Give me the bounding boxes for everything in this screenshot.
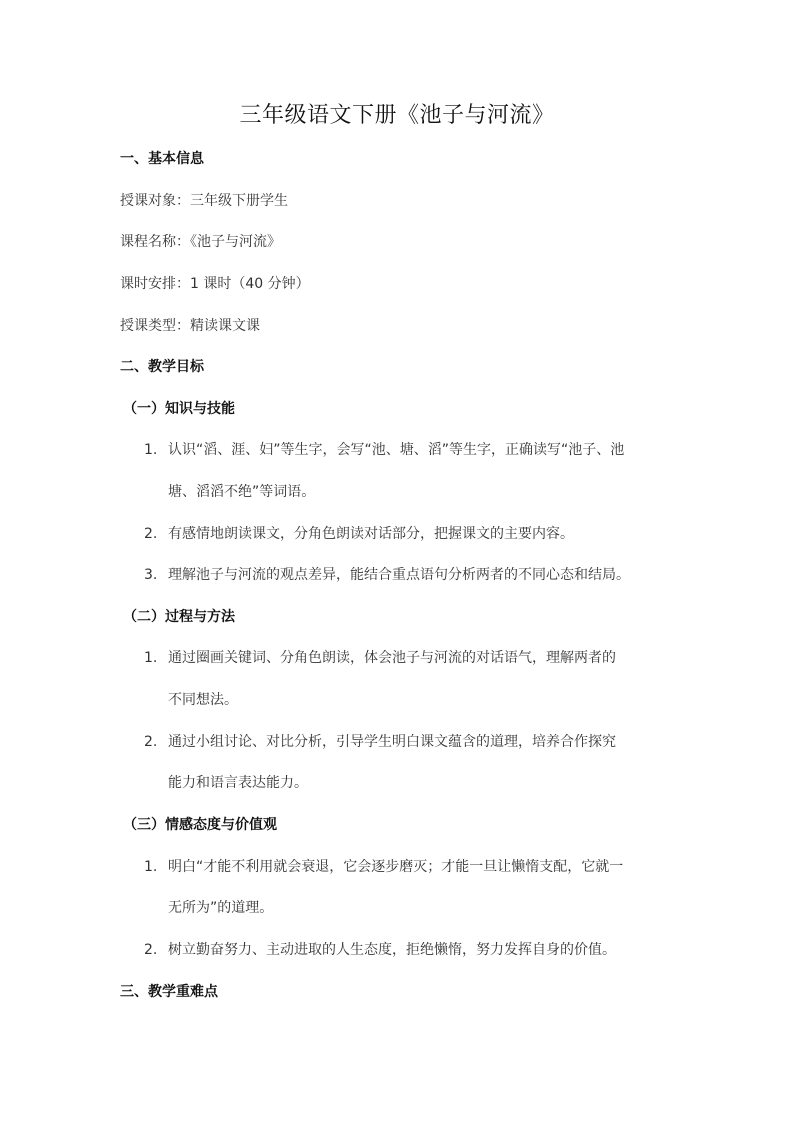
list-item-continuation: 能力和语言表达能力。 [168, 775, 308, 791]
list-text: 树立勤奋努力、主动进取的人生态度，拒绝懒惰，努力发挥自身的价值。 [168, 942, 616, 958]
field-value: 《池子与河流》 [190, 234, 281, 250]
list-text: 明白“才能不利用就会衰退，它会逐步磨灭；才能一旦让懒惰支配，它就一 [168, 859, 624, 875]
list-number: 2. [144, 942, 158, 958]
list-item-continuation: 无所为”的道理。 [168, 900, 274, 916]
section-heading-objectives: 二、教学目标 [120, 359, 204, 375]
list-text: 认识“滔、涯、妇”等生字，会写“池、塘、滔”等生字，正确读写“池子、池 [168, 442, 625, 458]
subsection-heading-knowledge: （一）知识与技能 [123, 401, 235, 417]
subsection-heading-process: （二）过程与方法 [123, 609, 235, 625]
field-value: 精读课文课 [190, 318, 260, 334]
list-text: 有感情地朗读课文，分角色朗读对话部分，把握课文的主要内容。 [168, 526, 574, 542]
list-number: 1. [144, 442, 158, 458]
list-item [144, 731, 616, 751]
list-item [144, 439, 624, 459]
subsection-heading-values: （三）情感态度与价值观 [123, 817, 277, 833]
field-lesson-type [120, 315, 260, 335]
field-label: 课程名称： [120, 234, 190, 250]
list-number: 1. [144, 650, 158, 666]
field-label: 授课对象： [120, 193, 190, 209]
list-number: 3. [144, 567, 158, 583]
section-heading-key-points: 三、教学重难点 [120, 984, 218, 1000]
list-item [144, 939, 616, 959]
list-number: 2. [144, 734, 158, 750]
list-item [144, 523, 574, 543]
document-title: 三年级语文下册《池子与河流》 [239, 103, 555, 128]
field-course-name [120, 231, 281, 251]
field-audience [120, 190, 288, 210]
field-value: 1 课时（40 分钟） [190, 276, 310, 292]
field-label: 授课类型： [120, 318, 190, 334]
field-value: 三年级下册学生 [190, 193, 288, 209]
section-heading-basic-info: 一、基本信息 [120, 151, 204, 167]
list-text: 通过小组讨论、对比分析，引导学生明白课文蕴含的道理，培养合作探究 [168, 734, 616, 750]
list-number: 2. [144, 526, 158, 542]
field-label: 课时安排： [120, 276, 190, 292]
list-text: 通过圈画关键词、分角色朗读，体会池子与河流的对话语气，理解两者的 [168, 650, 616, 666]
field-schedule [120, 273, 310, 293]
list-item-continuation: 不同想法。 [168, 692, 238, 708]
list-text: 理解池子与河流的观点差异，能结合重点语句分析两者的不同心态和结局。 [168, 567, 630, 583]
list-item [144, 564, 630, 584]
list-number: 1. [144, 859, 158, 875]
list-item [144, 647, 616, 667]
list-item [144, 856, 623, 876]
list-item-continuation: 塘、滔滔不绝”等词语。 [168, 484, 316, 500]
